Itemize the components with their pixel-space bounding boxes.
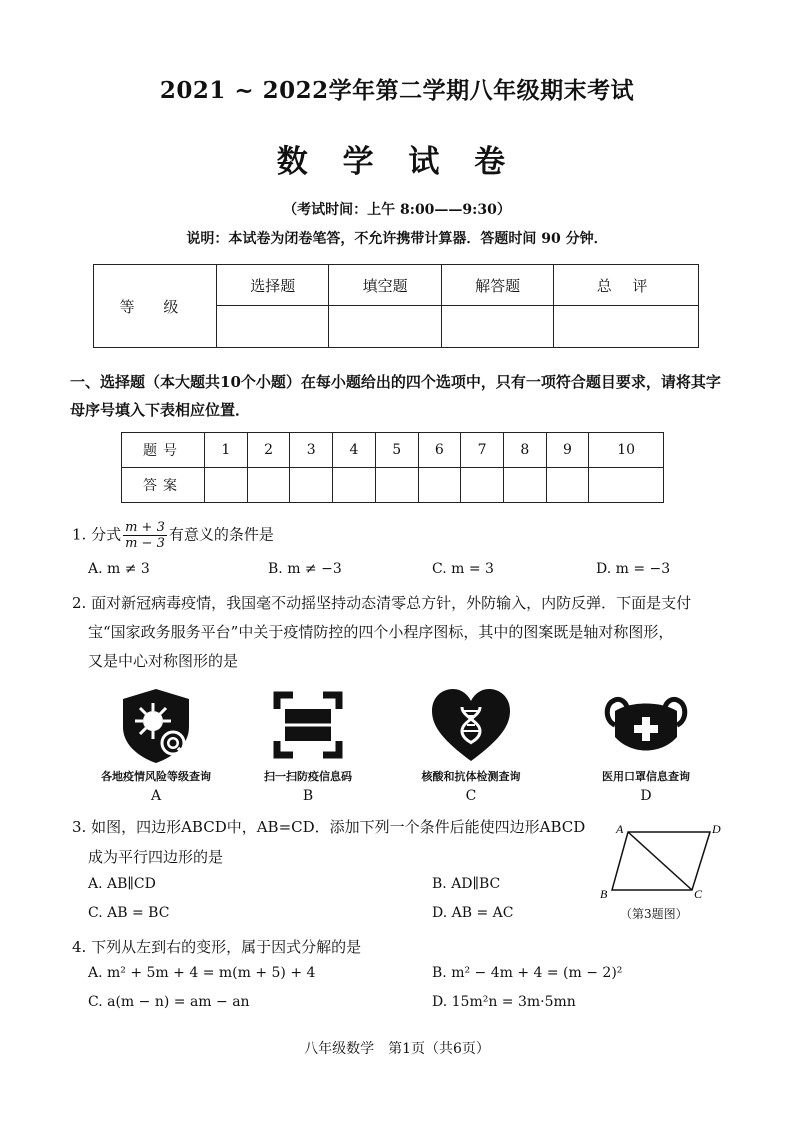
q2-letter-d: D xyxy=(640,788,652,804)
q2-caption-b: 扫一扫防疫信息码 xyxy=(264,770,352,783)
q2-caption-c: 核酸和抗体检测查询 xyxy=(421,770,521,783)
instructions: 说明：本试卷为闭卷笔答，不允许携带计算器．答题时间 90 分钟． xyxy=(186,231,608,247)
q2-caption-d: 医用口罩信息查询 xyxy=(602,770,690,783)
grade-col-total: 总 评 xyxy=(554,265,699,306)
q1-numerator: m + 3 xyxy=(125,520,165,535)
grade-cell xyxy=(554,306,699,348)
answer-cell xyxy=(418,468,461,503)
q1-fraction xyxy=(123,520,167,551)
q1-option-a: A. m ≠ 3 xyxy=(88,561,150,577)
question-number: 1 xyxy=(205,433,248,468)
section1-intro: 一、选择题（本大题共10个小题）在每小题给出的四个选项中，只有一项符合题目要求，请将其字母序号填入下表相应位置． xyxy=(70,373,721,419)
grade-col-choice: 选择题 xyxy=(217,265,329,306)
q1-option-d: D. m = −3 xyxy=(596,561,671,577)
question-number: 8 xyxy=(503,433,546,468)
q1-option-b: B. m ≠ −3 xyxy=(268,561,342,577)
page-footer: 八年级数学 第1页（共6页） xyxy=(304,1041,490,1057)
answer-cell xyxy=(503,468,546,503)
answer-cell xyxy=(290,468,333,503)
q2-letter-c: C xyxy=(465,788,477,804)
grade-table xyxy=(93,264,699,348)
question-1-stem xyxy=(72,520,274,551)
exam-title: 2021 ~ 2022学年第二学期八年级期末考试 xyxy=(159,77,635,104)
answer-cell xyxy=(461,468,504,503)
q1-denominator: m − 3 xyxy=(125,536,165,551)
q4-option-d: D. 15m²n = 3m·5mn xyxy=(432,994,576,1010)
q3-option-c: C. AB = BC xyxy=(88,905,170,921)
grade-row-label: 等 级 xyxy=(94,265,217,348)
q4-option-b: B. m² − 4m + 4 = (m − 2)² xyxy=(432,965,623,981)
subject-title: 数 学 试 卷 xyxy=(276,144,518,180)
q2-letter-b: B xyxy=(302,788,314,804)
q2-caption-a: 各地疫情风险等级查询 xyxy=(101,770,211,783)
heart-dna-icon xyxy=(426,685,516,765)
question-number: 5 xyxy=(375,433,418,468)
q2-line-1: 2. 面对新冠病毒疫情，我国毫不动摇坚持动态清零总方针，外防输入，内防反弹．下面是支付 xyxy=(72,594,692,612)
q1-option-c: C. m = 3 xyxy=(432,561,494,577)
grade-cell xyxy=(329,306,441,348)
exam-time-note: （考试时间：上午 8:00——9:30） xyxy=(283,202,511,218)
question-number: 7 xyxy=(461,433,504,468)
vertex-d-label: D xyxy=(712,822,721,836)
vertex-c-label: C xyxy=(694,887,703,900)
answer-cell xyxy=(375,468,418,503)
q2-line-2: 宝“国家政务服务平台”中关于疫情防控的四个小程序图标，其中的图案既是轴对称图形， xyxy=(88,623,674,641)
answer-table xyxy=(121,432,664,503)
question-number: 9 xyxy=(546,433,589,468)
answer-cell xyxy=(205,468,248,503)
q3-option-d: D. AB = AC xyxy=(432,905,514,921)
question-number: 6 xyxy=(418,433,461,468)
answer-cell xyxy=(546,468,589,503)
grade-cell xyxy=(217,306,329,348)
shield-virus-icon xyxy=(111,685,201,765)
grade-cell xyxy=(441,306,553,348)
question-number: 10 xyxy=(589,433,664,468)
q3-line-1: 3. 如图，四边形ABCD中，AB=CD．添加下列一个条件后能使四边形ABCD xyxy=(72,818,586,836)
q3-line-2: 成为平行四边形的是 xyxy=(88,848,224,866)
q3-option-b: B. AD∥BC xyxy=(432,876,501,892)
answer-cell xyxy=(333,468,376,503)
grade-col-fill: 填空题 xyxy=(329,265,441,306)
grade-col-answer: 解答题 xyxy=(441,265,553,306)
q4-stem: 4. 下列从左到右的变形，属于因式分解的是 xyxy=(72,938,362,956)
q4-option-a: A. m² + 5m + 4 = m(m + 5) + 4 xyxy=(88,965,316,981)
q3-parallelogram-figure xyxy=(596,820,726,900)
answer-cell xyxy=(589,468,664,503)
question-number: 3 xyxy=(290,433,333,468)
answer-header-label: 题号 xyxy=(122,433,205,468)
answer-row-label: 答案 xyxy=(122,468,205,503)
q1-prefix: 1. 分式 xyxy=(72,525,122,544)
q2-letter-a: A xyxy=(150,788,162,804)
vertex-b-label: B xyxy=(600,887,608,900)
q4-option-c: C. a(m − n) = am − an xyxy=(88,994,250,1010)
vertex-a-label: A xyxy=(616,822,624,836)
answer-cell xyxy=(247,468,290,503)
medical-mask-icon xyxy=(601,685,691,765)
q3-figure-caption: （第3题图） xyxy=(620,907,688,921)
q1-suffix: 有意义的条件是 xyxy=(168,525,274,544)
q2-line-3: 又是中心对称图形的是 xyxy=(88,652,239,670)
question-number: 2 xyxy=(247,433,290,468)
scan-code-icon xyxy=(263,685,353,765)
question-number: 4 xyxy=(333,433,376,468)
q3-option-a: A. AB∥CD xyxy=(88,876,156,892)
